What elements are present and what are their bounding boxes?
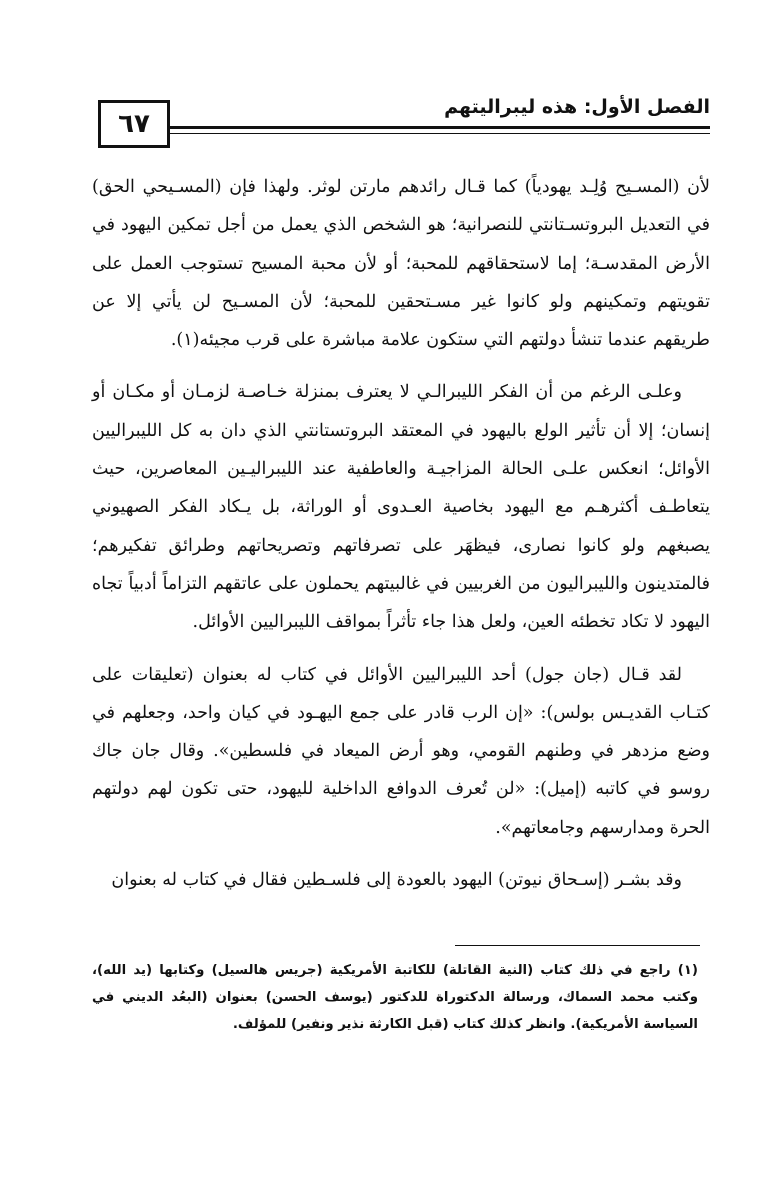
footnote-1: (١) راجع في ذلك كتاب (النية القاتلة) للكاتبة الأمريكية (جريس هالسيل) وكتابها (يد الله)، وكتب محمد السماك، ورسالة الدكتوراة للدكتور (يوسف الحسن) بعنوان (البعُد الديني في السياسة الأمريكية). وانظر كذلك كتاب (قبل الكارثة نذير ونفير) للمؤلف.	[92, 963, 698, 1032]
footnote-separator	[455, 945, 700, 946]
paragraph-1: لأن (المسـيح وُلِـد يهودياً) كما قـال رائدهم مارتن لوثر. ولهذا فإن (المسـيحي الحق) في التعديل البروتسـتانتي للنصرانية؛ هو الشخص الذي يعمل من أجل تمكين اليهود في الأرض المقدسـة؛ إما لاستحقاقهم للمحبة؛ أو لأن محبة المسيح تستوجب العمل على تقويتهم وتمكينهم ولو كانوا غير مسـتحقين للمحبة؛ لأن المسـيح لن يأتي إلا عن طريقهم عندما تنشأ دولتهم التي ستكون علامة مباشرة على قرب مجيئه(١).	[92, 177, 710, 351]
header-rule	[170, 126, 710, 129]
main-text	[92, 168, 710, 913]
running-title: الفصل الأول: هذه ليبراليتهم	[444, 96, 710, 118]
paragraph-4: وقد بشـر (إسـحاق نيوتن) اليهود بالعودة إلى فلسـطين فقال في كتاب له بعنوان	[111, 870, 682, 891]
paragraph-2: وعلـى الرغم من أن الفكر الليبرالـي لا يعترف بمنزلة خـاصـة لزمـان أو مكـان أو إنسان؛ إلا أن تأثير الولع باليهود في المعتقد البروتستانتي الذي دان به كل الليبراليين الأوائل؛ انعكس علـى الحالة المزاجيـة والعاطفية عند الليبراليـين المعاصرين، حيث يتعاطـف أكثرهـم مع اليهود بخاصية العـدوى أو الوراثة، بل يـكاد الفكر الصهيوني يصبغهم ولو كانوا نصارى، فيظهَر على تصرفاتهم وتصريحاتهم وطرائق تفكيرهم؛ فالمتدينون والليبراليون من الغربيين في غالبيتهم يحملون على عاتقهم التزاماً أدبياً تجاه اليهود لا تكاد تخطئه العين، ولعل هذا جاء تأثراً بمواقف الليبراليين الأوائل.	[92, 382, 710, 633]
page-number: ٦٧	[118, 109, 150, 139]
page-number-box	[98, 100, 170, 148]
header-rule-thin	[170, 133, 710, 134]
footnotes	[92, 957, 698, 1038]
paragraph-3: لقد قـال (جان جول) أحد الليبراليين الأوائل في كتاب له بعنوان (تعليقات على كتـاب القديـس بولس): «إن الرب قادر على جمع اليهـود في كيان واحد، وجعلهم في وضع مزدهر في وطنهم القومي، وهو أرض الميعاد في فلسطين». وقال جان جاك روسو في كاتبه (إميل): «لن تُعرف الدوافع الداخلية لليهود، حتى تكون لهم دولتهم الحرة ومدارسهم وجامعاتهم».	[92, 664, 710, 838]
